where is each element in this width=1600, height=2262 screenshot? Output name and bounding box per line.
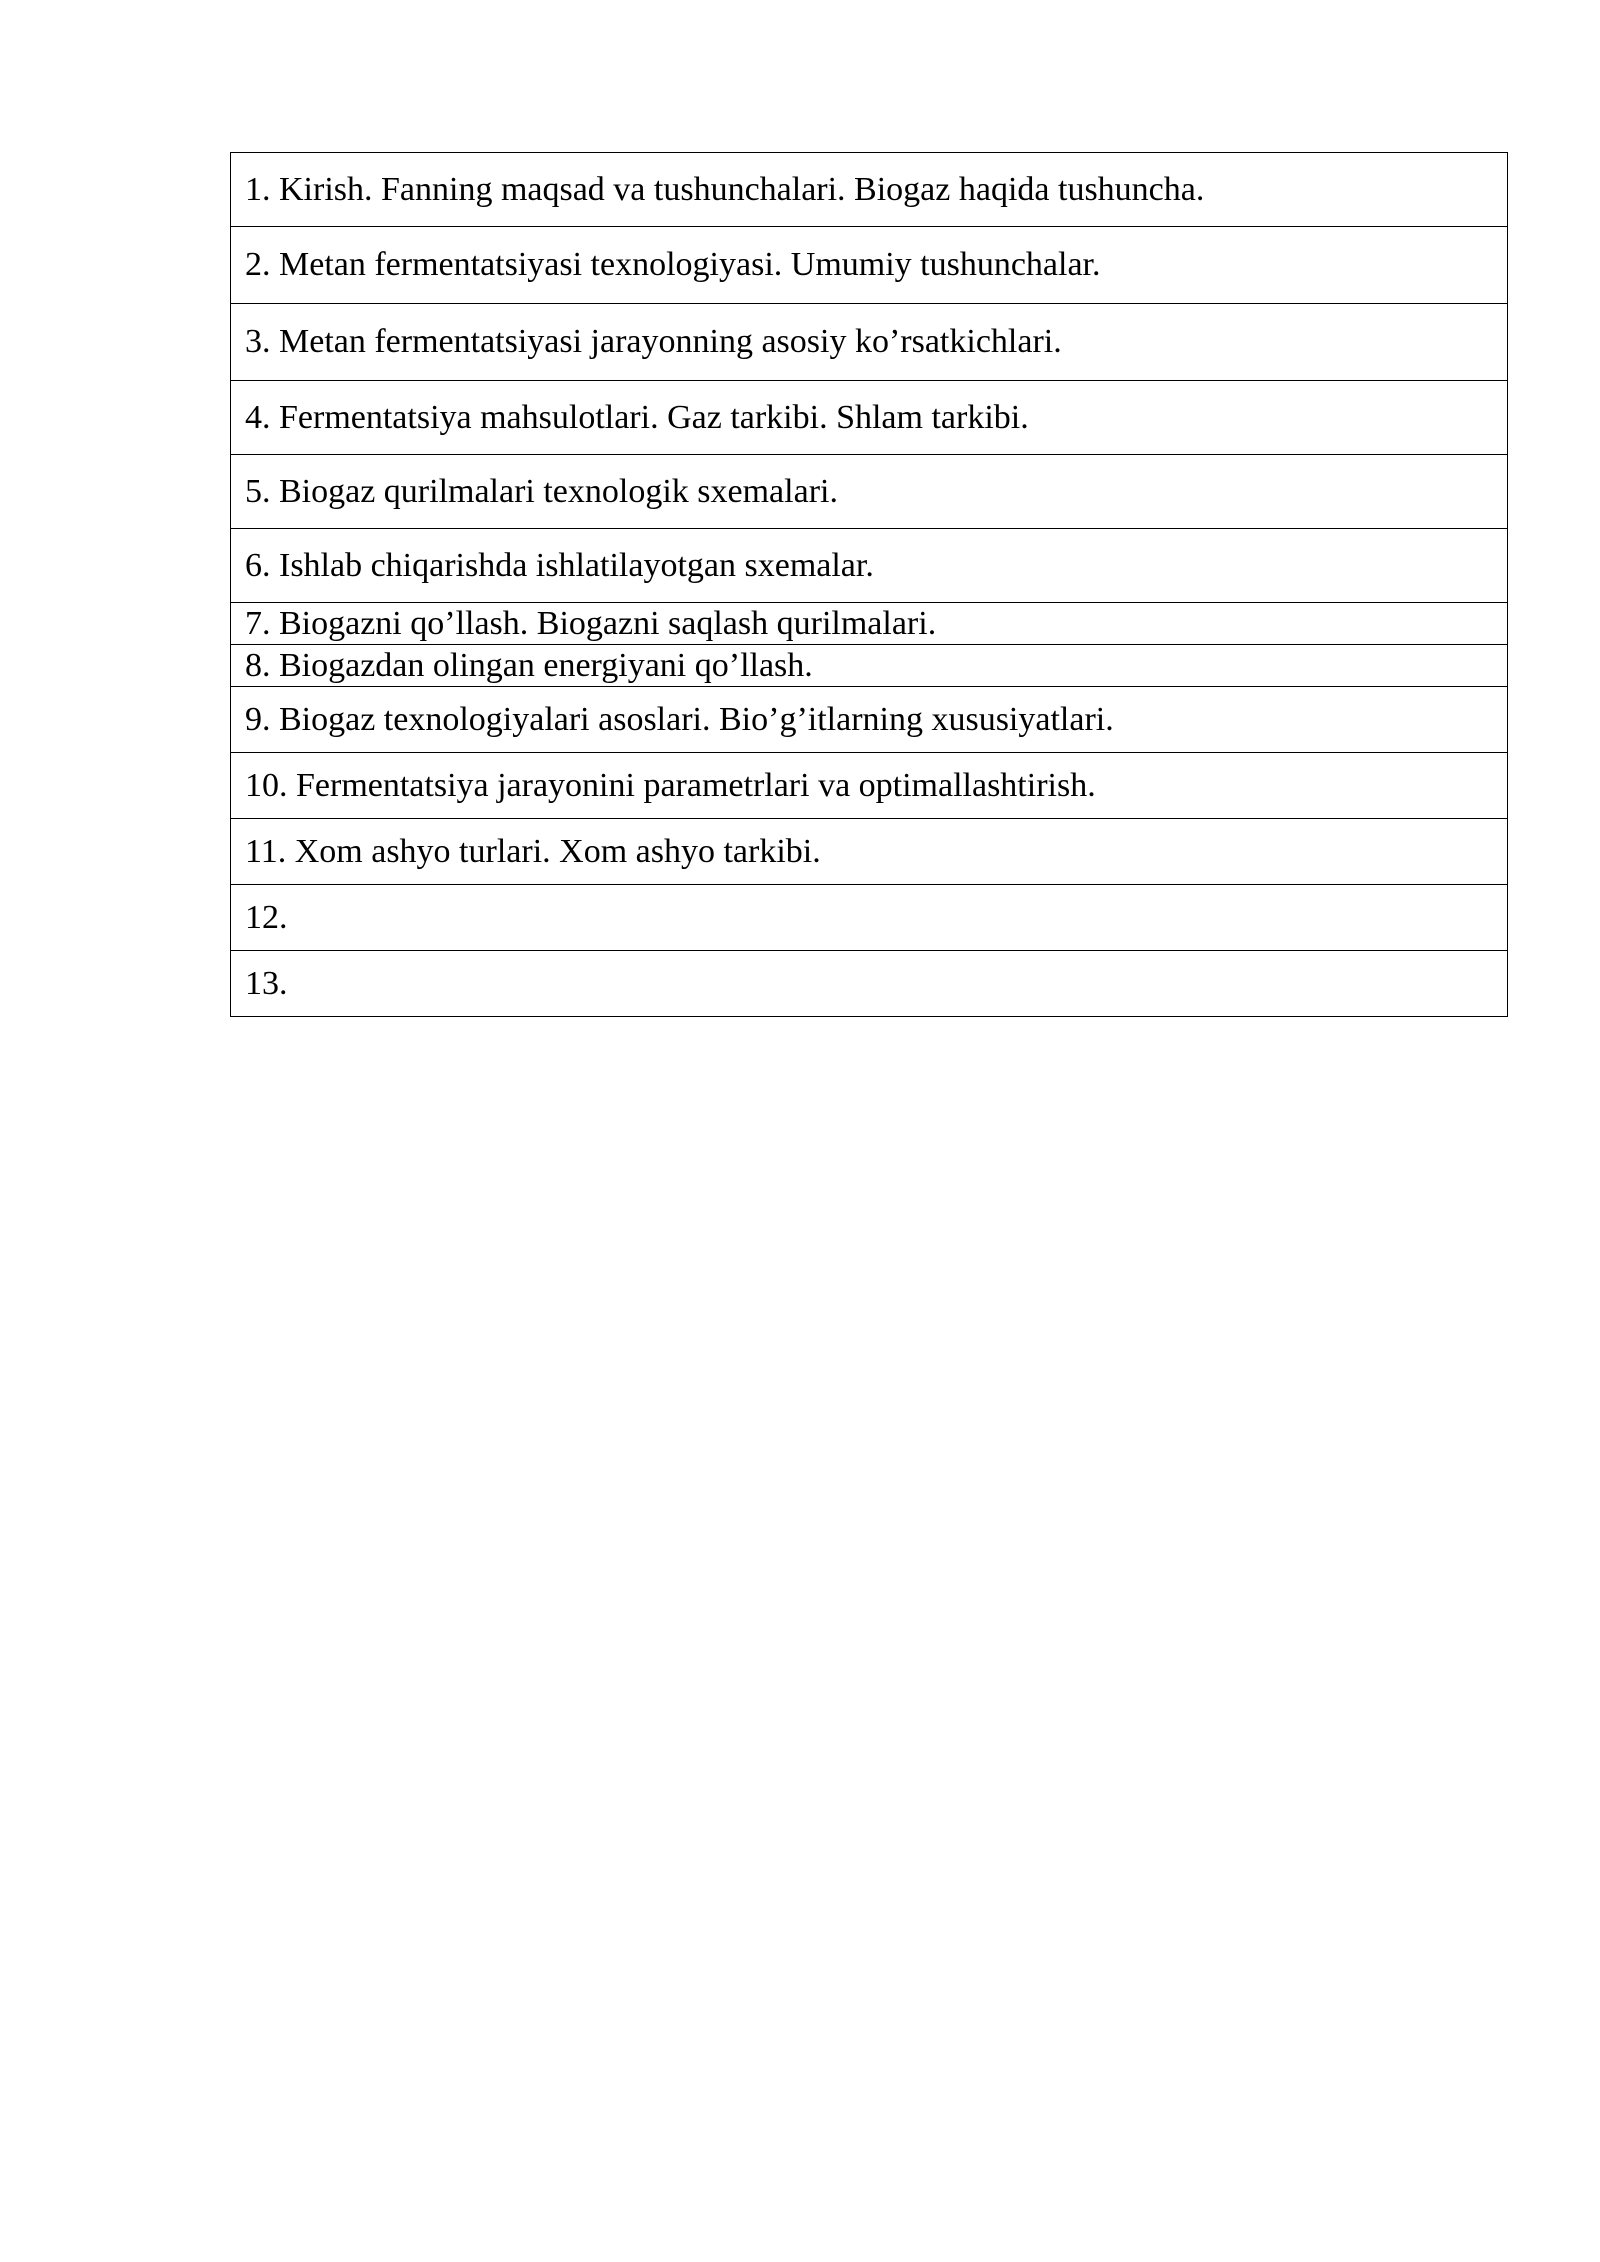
topic-cell: 4. Fermentatsiya mahsulotlari. Gaz tarkibi. Shlam tarkibi. bbox=[231, 381, 1508, 455]
topic-cell: 2. Metan fermentatsiyasi texnologiyasi. Umumiy tushunchalar. bbox=[231, 227, 1508, 304]
table-row bbox=[231, 529, 1508, 603]
table-row bbox=[231, 687, 1508, 753]
table-row bbox=[231, 645, 1508, 687]
table-row bbox=[231, 819, 1508, 885]
table-row bbox=[231, 153, 1508, 227]
table-row bbox=[231, 381, 1508, 455]
topic-cell: 8. Biogazdan olingan energiyani qo’llash. bbox=[231, 645, 1508, 687]
topic-cell: 3. Metan fermentatsiyasi jarayonning asosiy ko’rsatkichlari. bbox=[231, 304, 1508, 381]
topic-cell: 13. bbox=[231, 951, 1508, 1017]
topic-cell: 12. bbox=[231, 885, 1508, 951]
table-row bbox=[231, 227, 1508, 304]
topic-cell: 11. Xom ashyo turlari. Xom ashyo tarkibi. bbox=[231, 819, 1508, 885]
topic-cell: 10. Fermentatsiya jarayonini parametrlari va optimallashtirish. bbox=[231, 753, 1508, 819]
topic-cell: 9. Biogaz texnologiyalari asoslari. Bio’g’itlarning xususiyatlari. bbox=[231, 687, 1508, 753]
table-row bbox=[231, 753, 1508, 819]
table-row bbox=[231, 951, 1508, 1017]
table-row bbox=[231, 304, 1508, 381]
table-row bbox=[231, 455, 1508, 529]
table-row bbox=[231, 885, 1508, 951]
topic-cell: 7. Biogazni qo’llash. Biogazni saqlash qurilmalari. bbox=[231, 603, 1508, 645]
topic-cell: 6. Ishlab chiqarishda ishlatilayotgan sxemalar. bbox=[231, 529, 1508, 603]
topic-cell: 1. Kirish. Fanning maqsad va tushunchalari. Biogaz haqida tushuncha. bbox=[231, 153, 1508, 227]
topic-cell: 5. Biogaz qurilmalari texnologik sxemalari. bbox=[231, 455, 1508, 529]
topics-table bbox=[230, 152, 1508, 1017]
table-row bbox=[231, 603, 1508, 645]
